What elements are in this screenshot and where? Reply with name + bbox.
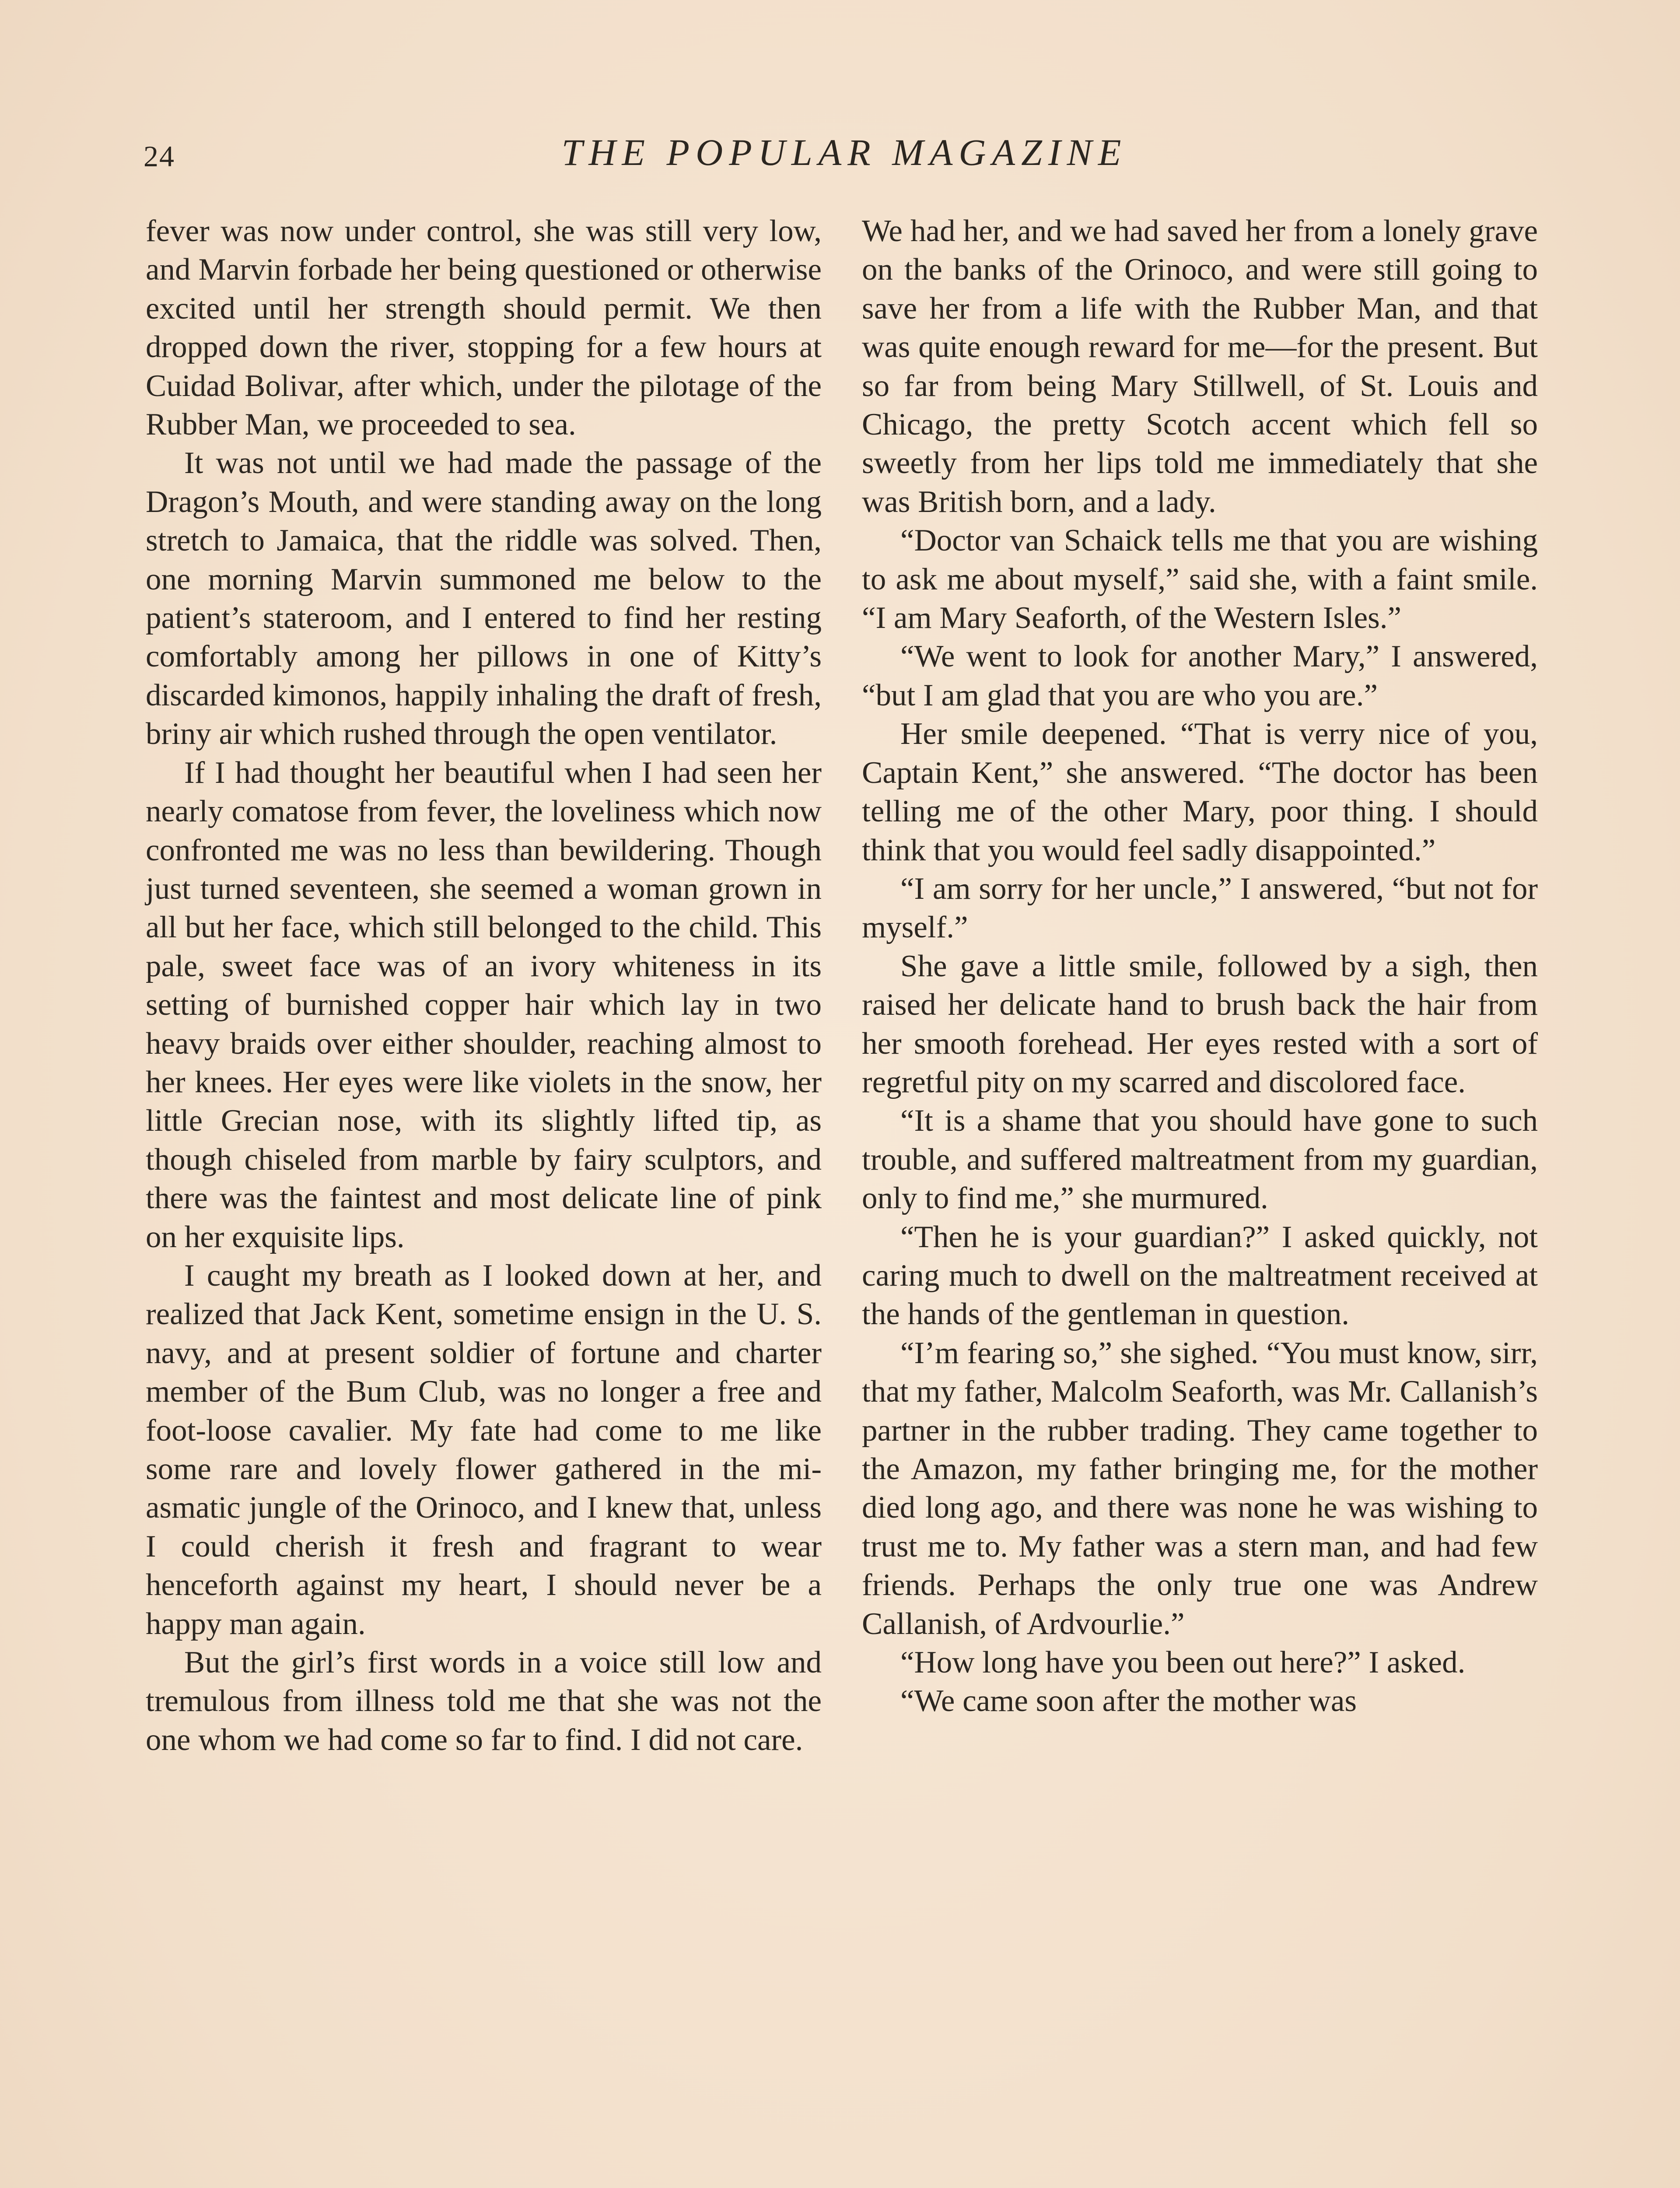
- paragraph: “Then he is your guardian?” I asked quickly, not caring much to dwell on the maltreatment received at the hands of the gentleman in question.: [862, 1220, 1538, 1332]
- paragraph: “We came soon after the mother was: [900, 1684, 1357, 1718]
- paragraph: I caught my breath as I looked down at her, and realized that Jack Kent, sometime ensign in the U. S. navy, and at present soldier of fortune and charter member of the Bum Club, was no longer a free and foot-loose cavalier. My fate had come to me like some rare and lovely flower gathered in the miasmatic jungle of the Orinoco, and I knew that, unless I could cherish it fresh and fragrant to wear henceforth against my heart, I should never be a happy man again.: [146, 1258, 822, 1641]
- magazine-title: THE POPULAR MAGAZINE: [561, 131, 1127, 173]
- paragraph: It was not until we had made the passage of the Dragon’s Mouth, and were standing away on the long stretch to Jamaica, that the riddle was solved. Then, one morning Marvin summoned me below to the patient’s stateroom, and I entered to find her resting comfortably among her pillows in one of Kitty’s discarded kimonos, happily inhaling the draft of fresh, briny air which rushed through the open ventilator.: [146, 446, 822, 751]
- paragraph: fever was now under control, she was still very low, and Marvin forbade her being questioned or otherwise excited until her strength should permit. We then dropped down the river, stopping for a few hours at Cuidad Bolivar, after which, under the pilotage of the Rubber Man, we proceeded to sea.: [146, 214, 822, 442]
- paragraph: “It is a shame that you should have gone to such trouble, and suffered maltreatment from my guardian, only to find me,” she murmured.: [862, 1104, 1538, 1216]
- paragraph: “I am sorry for her uncle,” I answered, “but not for myself.”: [862, 871, 1538, 945]
- paragraph: “We went to look for another Mary,” I answered, “but I am glad that you are who you are.”: [862, 639, 1538, 712]
- paragraph: But the girl’s first words in a voice still low and tremulous from illness told me that she was not the one whom we had come so far to find. I did not care.: [146, 1645, 822, 1757]
- page-number: 24: [144, 140, 175, 173]
- right-column: [862, 212, 1538, 1721]
- paragraph: “How long have you been out here?” I asked.: [900, 1645, 1466, 1680]
- left-column: [146, 212, 822, 1759]
- paragraph: Her smile deepened. “That is verry nice of you, Captain Kent,” she answered. “The doctor has been telling me of the other Mary, poor thing. I should think that you would feel sadly disappointed.”: [862, 717, 1538, 867]
- paragraph: We had her, and we had saved her from a lonely grave on the banks of the Orinoco, and were still going to save her from a life with the Rubber Man, and that was quite enough reward for me—for the present. But so far from being Mary Stillwell, of St. Louis and Chicago, the pretty Scotch accent which fell so sweetly from her lips told me immediately that she was British born, and a lady.: [862, 214, 1538, 519]
- paragraph: She gave a little smile, followed by a sigh, then raised her delicate hand to brush back the hair from her smooth forehead. Her eyes rested with a sort of regretful pity on my scarred and discolored face.: [862, 949, 1538, 1099]
- paragraph: If I had thought her beautiful when I had seen her nearly comatose from fever, the loveliness which now confronted me was no less than bewildering. Though just turned seventeen, she seemed a woman grown in all but her face, which still belonged to the child. This pale, sweet face was of an ivory whiteness in its setting of burnished copper hair which lay in two heavy braids over either shoulder, reaching almost to her knees. Her eyes were like violets in the snow, her little Grecian nose, with its slightly lifted tip, as though chiseled from marble by fairy sculptors, and there was the faintest and most delicate line of pink on her exquisite lips.: [146, 755, 822, 1254]
- paragraph: “Doctor van Schaick tells me that you are wishing to ask me about myself,” said she, with a faint smile. “I am Mary Seaforth, of the Western Isles.”: [862, 523, 1538, 635]
- paragraph: “I’m fearing so,” she sighed. “You must know, sirr, that my father, Malcolm Seaforth, was Mr. Callanish’s partner in the rubber trading. They came together to the Amazon, my father bringing me, for the mother died long ago, and there was none he was wishing to trust me to. My father was a stern man, and had few friends. Perhaps the only true one was Andrew Callanish, of Ardvourlie.”: [862, 1336, 1538, 1641]
- page-header: [140, 127, 1549, 179]
